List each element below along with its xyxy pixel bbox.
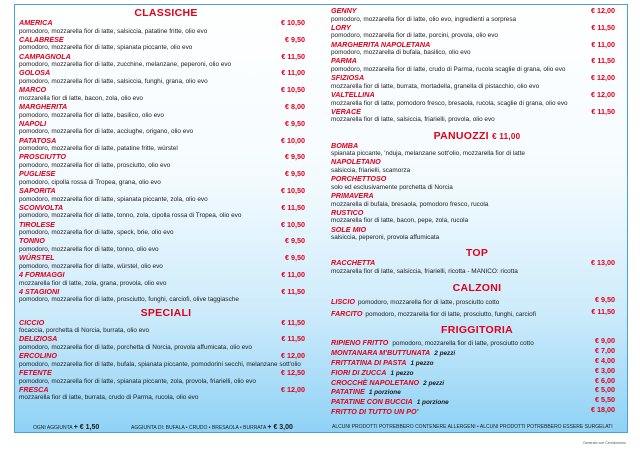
item-description: pomodoro, mozzarella fior di latte, speck, brie, olio evo — [19, 229, 174, 237]
item-price: € 11,50 — [591, 106, 615, 116]
item-name: VERACE — [331, 106, 361, 116]
item-price: € 5,50 — [595, 395, 615, 405]
item-price: € 13,00 — [591, 258, 615, 268]
item-description: mozzarella fior di latte, salsiccia, friarielli, provola, olio evo — [331, 116, 495, 124]
item-description: pomodoro, mozzarella fior di latte, porchetta di Norcia, provola affumicata, olio evo — [19, 343, 252, 351]
item-name: NAPOLI — [19, 118, 47, 128]
section-title-friggitoria: FRIGGITORIA — [441, 324, 513, 337]
item-price: € 9,50 — [285, 253, 305, 263]
item-price: € 5,00 — [595, 385, 615, 395]
item-name: GOLOSA — [19, 68, 51, 78]
item-price: € 7,00 — [595, 346, 615, 356]
item-extra: 2 pezzi — [423, 379, 445, 387]
item-description: pomodoro, mozzarella fior di latte, tonno, olio evo — [19, 245, 159, 253]
friggitoria-list — [331, 337, 623, 415]
section-title-top: TOP — [465, 247, 489, 260]
item-price: € 11,00 — [281, 269, 305, 279]
calzoni-list — [331, 296, 623, 319]
item-price: € 12,00 — [591, 89, 615, 99]
item-description: pomodoro, mozzarella fior di latte, spianata piccante, zola, olio evo — [19, 195, 208, 203]
item-name: FARCITO — [331, 308, 363, 318]
friggitoria-item — [331, 357, 623, 367]
item-name: CICCIO — [19, 317, 45, 327]
menu-item — [331, 57, 623, 74]
menu-item — [19, 288, 313, 305]
menu-item — [19, 19, 313, 36]
menu-item — [331, 175, 623, 192]
item-price: € 12,00 — [281, 351, 305, 361]
menu-item — [19, 36, 313, 53]
item-description: pomodoro, mozzarella fior di latte, prosciutto, funghi, carciofi, olive taggiasche — [19, 296, 239, 304]
item-name: GENNY — [331, 6, 357, 15]
item-name: SFIZIOSA — [331, 73, 365, 83]
menu-item — [19, 103, 313, 120]
item-description: pomodoro, mozzarella di bufala, basilico, olio evo — [331, 49, 471, 57]
item-price: € 9,50 — [285, 118, 305, 128]
menu-item — [19, 335, 313, 352]
menu-item — [19, 237, 313, 254]
item-name: PATATOSA — [19, 135, 57, 145]
item-name: MONTANARA M'BUTTUNATA — [331, 348, 431, 358]
item-description: pomodoro, mozzarella fior di latte, crudo di Parma, rucola scaglie di grana, olio evo — [331, 65, 566, 73]
item-name: PARMA — [331, 56, 357, 66]
item-name: VALTELLINA — [331, 89, 375, 99]
item-description: mozzarella di bufala, bresaola, pomodoro fresco, rucola — [331, 200, 489, 208]
specials-continued-list — [331, 7, 623, 125]
friggitoria-item — [331, 337, 623, 347]
item-description: pomodoro, mozzarella fior di latte, basilico, olio evo — [19, 111, 164, 119]
item-price: € 9,50 — [285, 152, 305, 162]
aggiunta-special-price: + € 3,00 — [267, 424, 293, 431]
item-name: TIROLESE — [19, 219, 55, 229]
item-price: € 11,50 — [281, 202, 305, 212]
menu-item — [19, 170, 313, 187]
panuozzi-price: € 11,00 — [492, 131, 521, 141]
item-name: SCONVOLTA — [19, 202, 64, 212]
item-description: pomodoro, mozzarella fior di latte, bufala, spianata piccante, pomodorini secchi, melanzane sott'olio — [19, 360, 301, 368]
section-title-classiche: CLASSICHE — [134, 7, 198, 19]
section-title-speciali: SPECIALI — [140, 306, 192, 319]
item-price: € 11,50 — [591, 56, 615, 66]
item-name: FRESCA — [19, 384, 49, 394]
allergeni-note: ALCUNI PRODOTTI POTREBBERO CONTENERE ALLERGENI • ALCUNI PRODOTTI POTREBBERO ESSERE SURGELATI — [332, 424, 613, 430]
item-description: mozzarella fior di latte, bacon, zola, olio evo — [19, 94, 143, 102]
item-price: € 4,00 — [595, 355, 615, 365]
speciali-list — [19, 319, 313, 403]
item-description: mozzarella fior di latte, bacon, pepe, zola, rucola — [331, 217, 469, 225]
item-extra: 1 porzione — [368, 389, 401, 397]
menu-item — [19, 120, 313, 137]
item-description: pomodoro, mozzarella fior di latte, acciughe, origano, olio evo — [19, 128, 194, 136]
item-description: pomodoro, mozzarella fior di latte, spianata piccante, zola, provola, friarielli, olio evo — [19, 377, 256, 385]
item-name: FRITTATINA DI PASTA — [331, 357, 407, 367]
item-price: € 12,00 — [591, 73, 615, 83]
menu-item — [19, 386, 313, 403]
item-name: NAPOLETANO — [331, 157, 381, 167]
item-price: € 12,50 — [281, 367, 305, 377]
item-name: CALABRESE — [19, 34, 64, 44]
menu-item — [331, 308, 623, 320]
item-name: 4 STAGIONI — [19, 286, 60, 296]
menu-item — [331, 142, 623, 159]
menu-item — [19, 271, 313, 288]
item-price: € 11,50 — [591, 306, 615, 316]
left-column — [19, 7, 313, 403]
item-price: € 11,50 — [281, 317, 305, 327]
item-price: € 10,50 — [281, 219, 305, 229]
item-price: € 9,50 — [285, 34, 305, 44]
panuozzi-list — [331, 142, 623, 243]
item-price: € 9,50 — [285, 236, 305, 246]
item-name: CAMPAGNOLA — [19, 51, 71, 61]
item-price: € 11,00 — [591, 39, 615, 49]
item-description: mozzarella fior di latte, zola, grana, provola, olio evo — [19, 279, 167, 287]
panuozzi-title: PANUOZZI — [433, 129, 489, 142]
friggitoria-item — [331, 406, 623, 416]
top-list — [331, 259, 623, 276]
menu-item — [19, 153, 313, 170]
item-description: mozzarella fior di latte, burrata, crudo di Parma, rucola, olio evo — [19, 394, 199, 402]
friggitoria-item — [331, 396, 623, 406]
classiche-list — [19, 19, 313, 305]
item-description: pomodoro, mozzarella fior di latte, tonno, zola, cipolla rossa di Tropea, olio evo — [19, 212, 242, 220]
menu-item — [331, 296, 623, 308]
footer-aggiunta — [33, 424, 99, 431]
item-description: pomodoro, mozzarella fior di latte, porcini, provola, olio evo — [331, 32, 498, 40]
item-price: € 11,00 — [281, 68, 305, 78]
menu-item — [331, 91, 623, 108]
section-title-panuozzi — [331, 130, 623, 142]
menu-board — [14, 4, 628, 433]
item-price: € 11,50 — [281, 286, 305, 296]
item-extra: 1 pezzo — [410, 359, 434, 367]
item-extra: 1 pezzo — [390, 369, 414, 377]
item-description: salsiccia, peperoni, provola affumicata — [331, 234, 440, 242]
item-price: € 18,00 — [591, 404, 615, 414]
menu-item — [331, 74, 623, 91]
item-price: € 9,00 — [595, 336, 615, 346]
footer-bar — [15, 424, 627, 432]
menu-item — [19, 137, 313, 154]
item-description: pomodoro, mozzarella fior di latte, spianata piccante, olio evo — [19, 44, 193, 52]
item-price: € 9,50 — [285, 169, 305, 179]
item-name: SAPORITA — [19, 185, 56, 195]
menu-item — [331, 24, 623, 41]
right-column — [331, 7, 623, 416]
menu-item — [19, 221, 313, 238]
item-price: € 6,00 — [595, 375, 615, 385]
menu-item — [331, 209, 623, 226]
item-extra: 1 porzione — [416, 399, 449, 407]
item-name: FRITTO DI TUTTO UN PO' — [331, 406, 419, 416]
menu-item — [19, 352, 313, 369]
item-price: € 10,50 — [281, 185, 305, 195]
item-name: MARGHERITA NAPOLETANA — [331, 39, 431, 49]
item-description: pomodoro, mozzarella fior di latte, prosciutto cotto — [357, 299, 500, 307]
menu-item — [331, 7, 623, 24]
item-name: FETENTE — [19, 367, 52, 377]
item-description: pomodoro, mozzarella fior di latte, prosciutto, funghi, carciofi — [365, 310, 536, 318]
friggitoria-item — [331, 377, 623, 387]
item-name: CROCCHÈ NAPOLETANO — [331, 377, 420, 387]
item-price: € 12,00 — [281, 384, 305, 394]
item-price: € 8,00 — [285, 101, 305, 111]
item-description: mozzarella fior di latte, burrata, mortadella, granella di pistacchio, olio evo — [331, 82, 540, 90]
item-name: RUSTICO — [331, 207, 364, 217]
item-name: PROSCIUTTO — [19, 152, 66, 162]
item-description: pomodoro, mozzarella fior di latte, olio evo, ingredienti a sorpresa — [331, 15, 517, 23]
item-name: FIORI DI ZUCCA — [331, 367, 387, 377]
item-name: DELIZIOSA — [19, 334, 58, 344]
item-description: mozzarella fior di latte, salsiccia, friarielli, ricotta - MANICO: ricotta — [331, 267, 518, 275]
item-name: RIPIENO FRITTO — [331, 338, 389, 348]
footer-aggiunta-special — [131, 424, 293, 431]
menu-item — [331, 158, 623, 175]
item-name: BOMBA — [331, 140, 359, 150]
credit-text: Generato con Cerchiomenu — [583, 441, 626, 445]
item-name: WÜRSTEL — [19, 253, 55, 263]
item-description: pomodoro, mozzarella fior di latte, würstel, olio evo — [19, 262, 163, 270]
menu-item — [331, 108, 623, 125]
menu-item — [19, 204, 313, 221]
item-description: pomodoro, mozzarella fior di latte, patatine fritte, würstel — [19, 145, 178, 153]
menu-item — [331, 192, 623, 209]
item-description: solo ed esclusivamente porchetta di Norcia — [331, 183, 453, 191]
item-name: PORCHETTOSO — [331, 174, 387, 184]
item-price: € 9,50 — [595, 295, 615, 305]
aggiunta-price: + € 1,50 — [73, 424, 100, 431]
item-description: mozzarella fior di latte, pomodoro fresco, bresaola, rucola, scaglie di grana, olio evo — [331, 99, 568, 107]
item-description: focaccia, porchetta di Norcia, burrata, olio evo — [19, 327, 150, 335]
item-price: € 11,50 — [591, 22, 615, 32]
menu-item — [331, 41, 623, 58]
section-title-calzoni: CALZONI — [452, 282, 502, 295]
item-name: TONNO — [19, 236, 45, 246]
item-price: € 12,00 — [591, 6, 615, 15]
item-name: LISCIO — [331, 297, 355, 307]
item-name: AMERICA — [19, 18, 53, 27]
item-name: MARGHERITA — [19, 101, 68, 111]
item-name: PATATINE CON BUCCIA — [331, 397, 413, 407]
item-description: salsiccia, friarielli, scamorza — [331, 166, 411, 174]
item-price: € 11,50 — [281, 334, 305, 344]
menu-item — [331, 259, 623, 276]
menu-item — [19, 53, 313, 70]
item-name: LORY — [331, 22, 351, 32]
friggitoria-item — [331, 367, 623, 377]
item-description: spianata piccante, 'nduja, melanzane sott'olio, mozzarella fior di latte — [331, 150, 525, 158]
menu-item — [19, 319, 313, 336]
item-price: € 10,50 — [281, 18, 305, 27]
item-name: PRIMAVERA — [331, 190, 374, 200]
aggiunta-special-label: AGGIUNTA DI: BUFALA • CRUDO • BRESAOLA • BURRATA — [131, 425, 267, 431]
item-description: pomodoro, mozzarella fior di latte, prosciutto, olio evo — [19, 161, 171, 169]
menu-item — [19, 69, 313, 86]
item-name: RACCHETTA — [331, 258, 376, 268]
item-name: PATATINE — [331, 387, 365, 397]
item-name: PUGLIESE — [19, 169, 56, 179]
item-price: € 3,00 — [595, 365, 615, 375]
menu-item — [19, 86, 313, 103]
item-description: pomodoro, mozzarella fior di latte, salsiccia, patatine fritte, olio evo — [19, 27, 208, 35]
menu-item — [19, 369, 313, 386]
item-description: pomodoro, cipolla rossa di Tropea, grana, olio evo — [19, 178, 161, 186]
friggitoria-item — [331, 347, 623, 357]
item-description: pomodoro, mozzarella fior di latte, salsiccia, funghi, grana, olio evo — [19, 77, 208, 85]
item-description: pomodoro, mozzarella fior di latte, zucchine, melanzane, peperoni, olio evo — [19, 61, 232, 69]
aggiunta-label: OGNI AGGIUNTA — [33, 425, 73, 431]
item-price: € 11,50 — [281, 51, 305, 61]
item-name: SOLE MIO — [331, 224, 367, 234]
menu-item — [19, 187, 313, 204]
item-name: 4 FORMAGGI — [19, 269, 65, 279]
item-extra: 2 pezzi — [434, 350, 456, 358]
item-price: € 10,00 — [281, 135, 305, 145]
menu-item — [331, 226, 623, 243]
item-price: € 10,50 — [281, 85, 305, 95]
item-name: MARCO — [19, 85, 47, 95]
menu-item — [19, 254, 313, 271]
item-extra: pomodoro, mozzarella fior di latte, prosciutto cotto — [392, 340, 534, 348]
friggitoria-item — [331, 386, 623, 396]
item-name: ERCOLINO — [19, 351, 57, 361]
